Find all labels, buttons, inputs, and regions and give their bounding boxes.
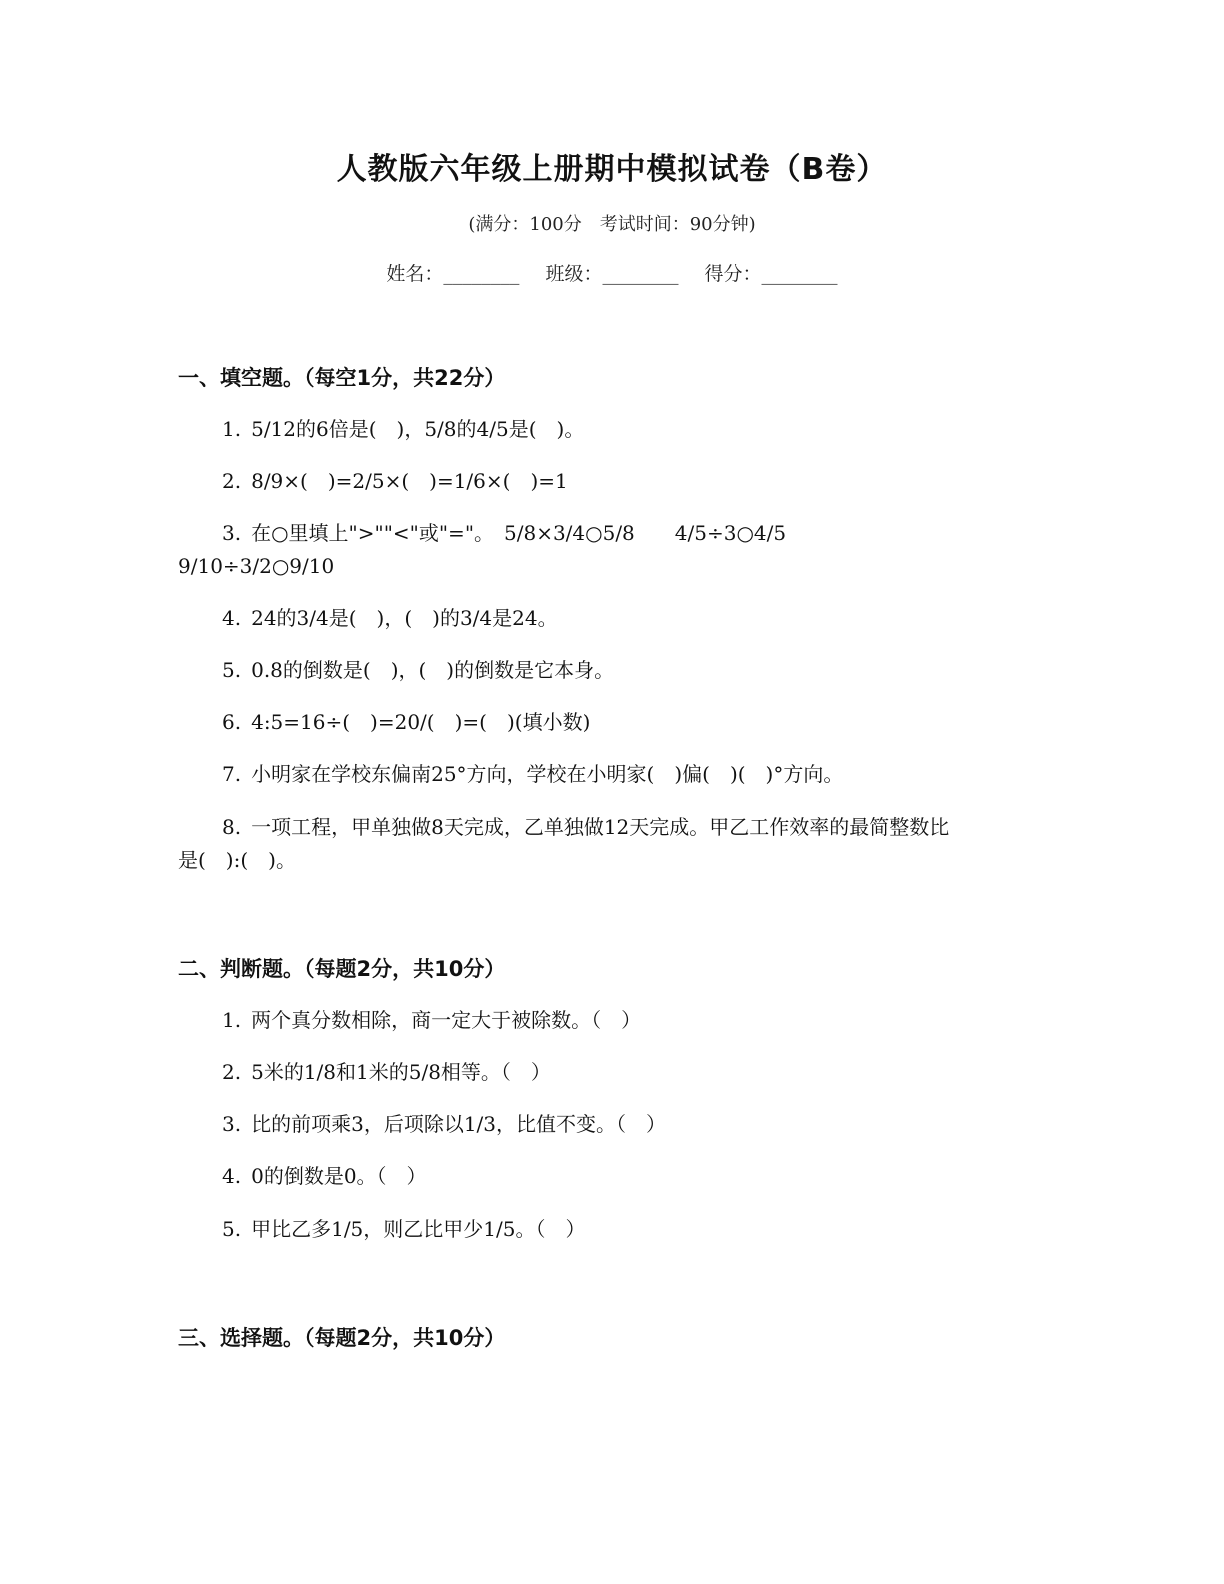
question-number: 6.: [222, 710, 242, 734]
question-item: [178, 413, 1058, 446]
question-text: 比的前项乘3，后项除以1/3，比值不变。（ ）: [251, 1112, 667, 1136]
question-text: 小明家在学校东偏南25°方向，学校在小明家( )偏( )( )°方向。: [251, 762, 844, 786]
question-item: [178, 1004, 1058, 1037]
question-text: 4:5=16÷( )=20/( )=( )(填小数): [251, 710, 591, 734]
question-text: 在○里填上">""<"或"="。 5/8×3/4○5/8 4/5÷3○4/5: [251, 521, 787, 545]
question-text: 一项工程，甲单独做8天完成，乙单独做12天完成。甲乙工作效率的最简整数比: [251, 815, 950, 839]
score-field: 得分：________: [704, 263, 838, 285]
name-field: 姓名：________: [386, 263, 520, 285]
question-number: 3.: [222, 1112, 242, 1136]
class-field: 班级：________: [545, 263, 679, 285]
question-item: [178, 706, 1058, 739]
question-text-continuation: 9/10÷3/2○9/10: [178, 554, 335, 578]
question-item: [178, 654, 1058, 687]
question-text: 0的倒数是0。（ ）: [251, 1164, 427, 1188]
student-info-row: [0, 259, 1224, 286]
section-heading-multiple-choice: 三、选择题。（每题2分，共10分）: [178, 1326, 506, 1350]
question-item: [178, 602, 1058, 635]
question-item: [178, 1213, 1058, 1246]
question-number: 5.: [222, 658, 242, 682]
question-text: 两个真分数相除，商一定大于被除数。（ ）: [251, 1008, 642, 1032]
exam-subtitle: (满分：100分 考试时间：90分钟): [468, 214, 756, 235]
question-item: [178, 811, 1058, 877]
question-number: 7.: [222, 762, 242, 786]
question-number: 1.: [222, 417, 242, 441]
question-text: 0.8的倒数是( )，( )的倒数是它本身。: [251, 658, 615, 682]
question-item: [178, 1056, 1058, 1089]
question-text: 5/12的6倍是( )，5/8的4/5是( )。: [251, 417, 585, 441]
question-item: [178, 1160, 1058, 1193]
question-number: 5.: [222, 1217, 242, 1241]
section-heading-true-false: 二、判断题。（每题2分，共10分）: [178, 957, 506, 981]
question-number: 8.: [222, 815, 242, 839]
question-number: 4.: [222, 606, 242, 630]
question-number: 2.: [222, 1060, 242, 1084]
question-number: 4.: [222, 1164, 242, 1188]
question-number: 1.: [222, 1008, 242, 1032]
question-number: 2.: [222, 469, 242, 493]
question-text: 24的3/4是( )，( )的3/4是24。: [251, 606, 558, 630]
question-text: 5米的1/8和1米的5/8相等。（ ）: [251, 1060, 551, 1084]
section-heading-fill-blank: 一、填空题。（每空1分，共22分）: [178, 366, 506, 390]
question-text-continuation: 是( ):( )。: [178, 848, 296, 872]
page-title: 人教版六年级上册期中模拟试卷（B卷）: [336, 152, 888, 187]
question-text: 甲比乙多1/5，则乙比甲少1/5。（ ）: [251, 1217, 586, 1241]
question-item: [178, 517, 1058, 583]
question-text: 8/9×( )=2/5×( )=1/6×( )=1: [251, 469, 568, 493]
question-number: 3.: [222, 521, 242, 545]
question-item: [178, 758, 1058, 791]
question-item: [178, 1108, 1058, 1141]
question-item: [178, 465, 1058, 498]
